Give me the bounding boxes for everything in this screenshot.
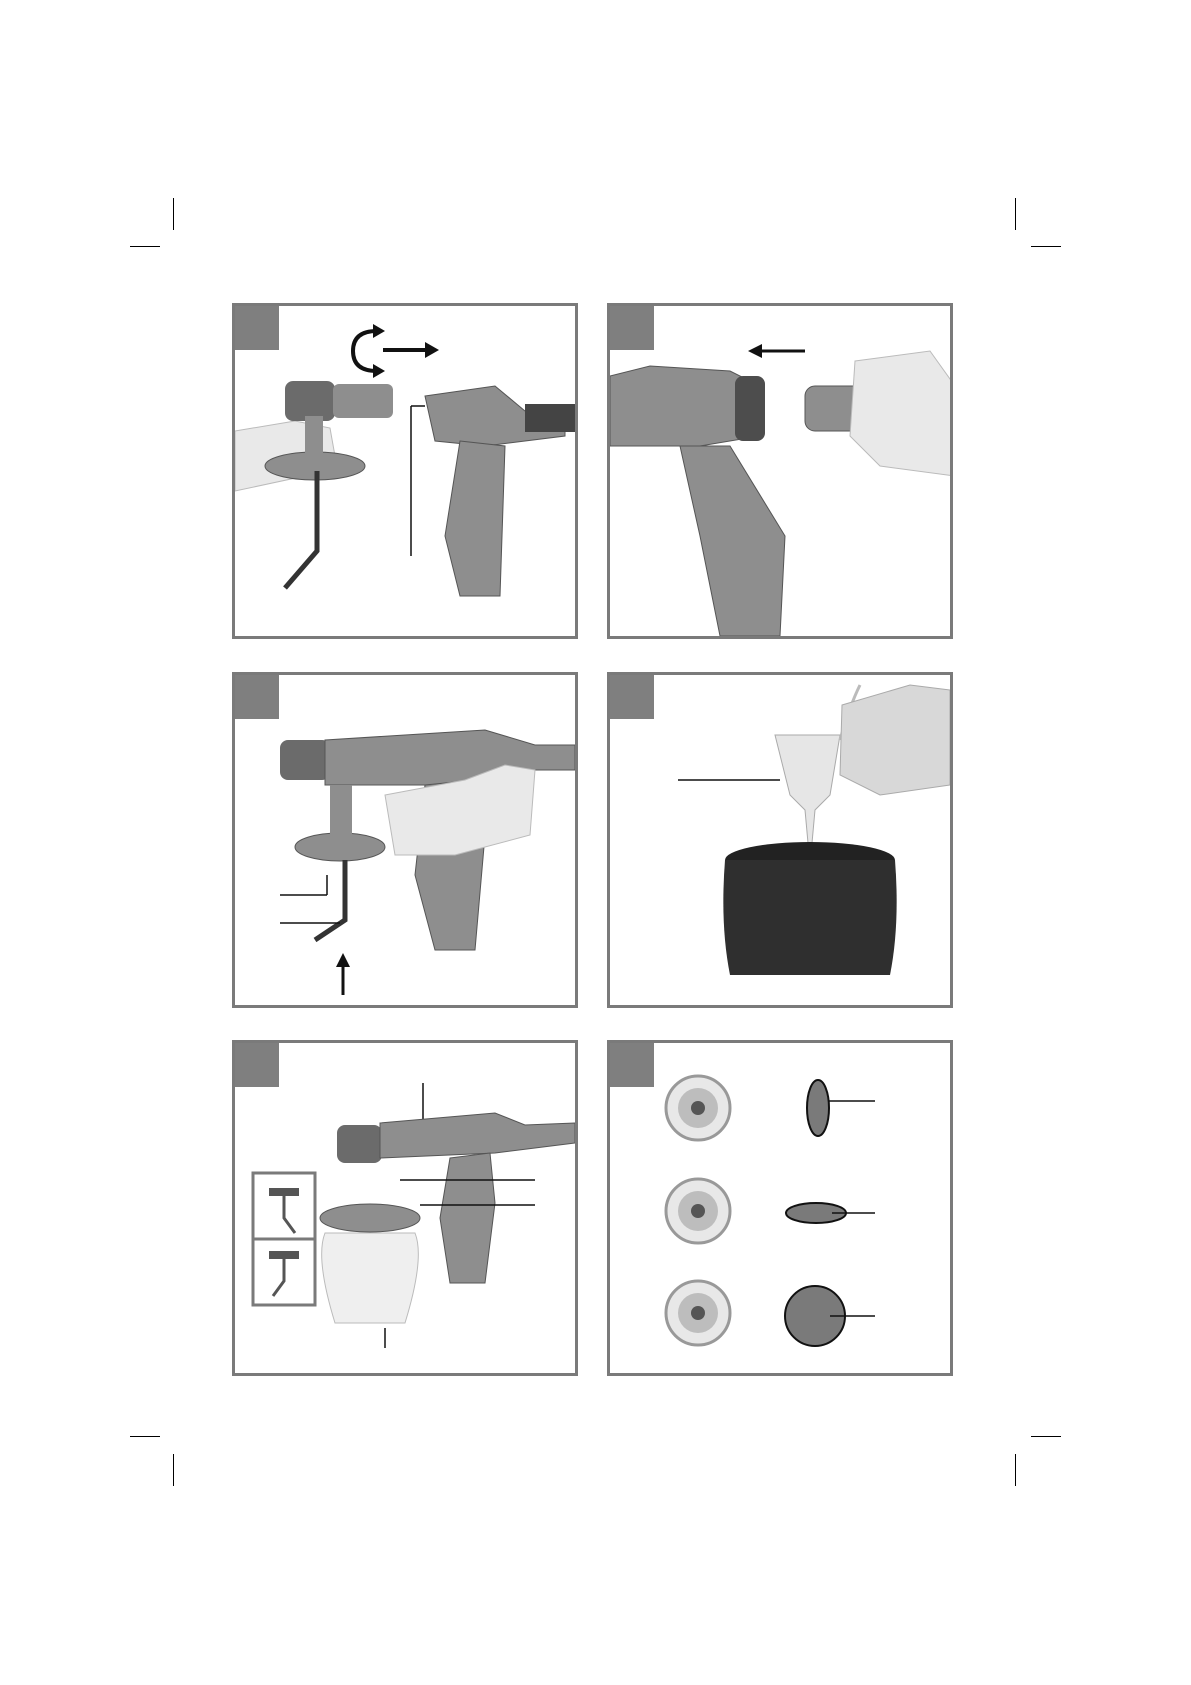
figure-panel-2 [607, 303, 953, 639]
crop-mark [173, 198, 174, 230]
hand [840, 685, 950, 795]
figure-panel-6 [607, 1040, 953, 1376]
tube-orientation-inset-icon [253, 1173, 315, 1305]
spray-gun-body [610, 366, 785, 636]
pull-arrow-icon [383, 342, 439, 358]
crop-mark [1015, 1454, 1016, 1486]
spray-gun-body [425, 386, 575, 596]
paint-bucket [723, 842, 896, 975]
crop-mark [1031, 246, 1061, 247]
glove [850, 351, 950, 476]
vertical-pattern-icon [807, 1080, 829, 1136]
figure-panel-3 [232, 672, 578, 1008]
nozzle-round [666, 1281, 730, 1345]
suction-tube [315, 860, 345, 940]
paint-container [320, 1204, 420, 1323]
figure-panel-4 [607, 672, 953, 1008]
crop-mark [173, 1454, 174, 1486]
up-arrow-icon [336, 953, 350, 995]
crop-mark [1015, 198, 1016, 230]
crop-mark [1031, 1436, 1061, 1437]
nozzle-vertical [666, 1076, 730, 1140]
spray-attachment [265, 381, 393, 588]
figure-panel-5 [232, 1040, 578, 1376]
figure-panel-1 [232, 303, 578, 639]
nozzle-horizontal [666, 1179, 730, 1243]
crop-mark [130, 1436, 160, 1437]
push-left-arrow-icon [748, 344, 805, 358]
rotate-arrow-icon [353, 324, 385, 378]
crop-mark [130, 246, 160, 247]
